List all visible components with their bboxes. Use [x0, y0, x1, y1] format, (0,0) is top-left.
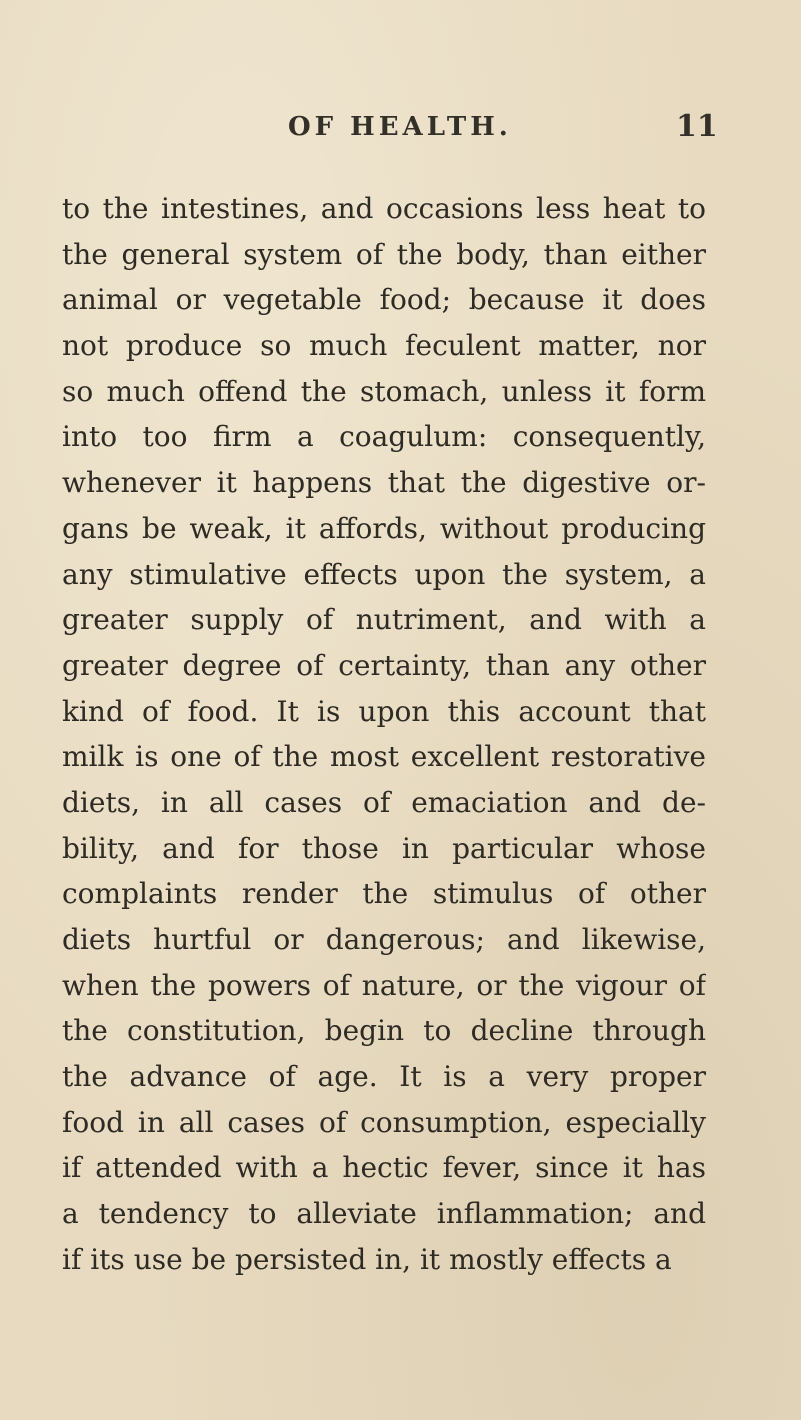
text-line: so much offend the stomach, unless it form: [62, 374, 706, 408]
text-line: the constitution, begin to decline through: [62, 1014, 706, 1048]
text-line: complaints render the stimulus of other: [62, 877, 706, 911]
text-line: animal or vegetable food; because it does: [62, 283, 706, 317]
text-line: kind of food. It is upon this account that: [62, 694, 706, 728]
text-line: if its use be persisted in, it mostly effects a: [62, 1242, 672, 1276]
body-text: [62, 186, 706, 1283]
text-line: food in all cases of consumption, especially: [62, 1105, 706, 1139]
text-line: bility, and for those in particular whose: [62, 831, 706, 865]
text-line: into too firm a coagulum: consequently,: [62, 420, 706, 454]
text-line: the advance of age. It is a very proper: [62, 1060, 706, 1094]
text-line: not produce so much feculent matter, nor: [62, 329, 706, 363]
text-line: diets, in all cases of emaciation and de-: [62, 785, 706, 819]
running-head-title: OF HEALTH.: [288, 112, 512, 142]
text-line: gans be weak, it affords, without producing: [62, 511, 706, 545]
text-line: the general system of the body, than either: [62, 237, 706, 271]
text-line: when the powers of nature, or the vigour of: [62, 968, 706, 1002]
text-line: a tendency to alleviate inflammation; and: [62, 1197, 706, 1231]
text-line: whenever it happens that the digestive or-: [62, 466, 706, 500]
text-line: greater degree of certainty, than any other: [62, 648, 706, 682]
page-number: 11: [676, 109, 718, 144]
running-head: [0, 109, 801, 152]
text-line: if attended with a hectic fever, since it has: [62, 1151, 706, 1185]
text-line: greater supply of nutriment, and with a: [62, 603, 706, 637]
text-line: any stimulative effects upon the system, a: [62, 557, 706, 591]
text-line: diets hurtful or dangerous; and likewise,: [62, 923, 706, 956]
text-line: milk is one of the most excellent restorative: [62, 740, 706, 774]
text-line: to the intestines, and occasions less heat to: [62, 192, 706, 225]
